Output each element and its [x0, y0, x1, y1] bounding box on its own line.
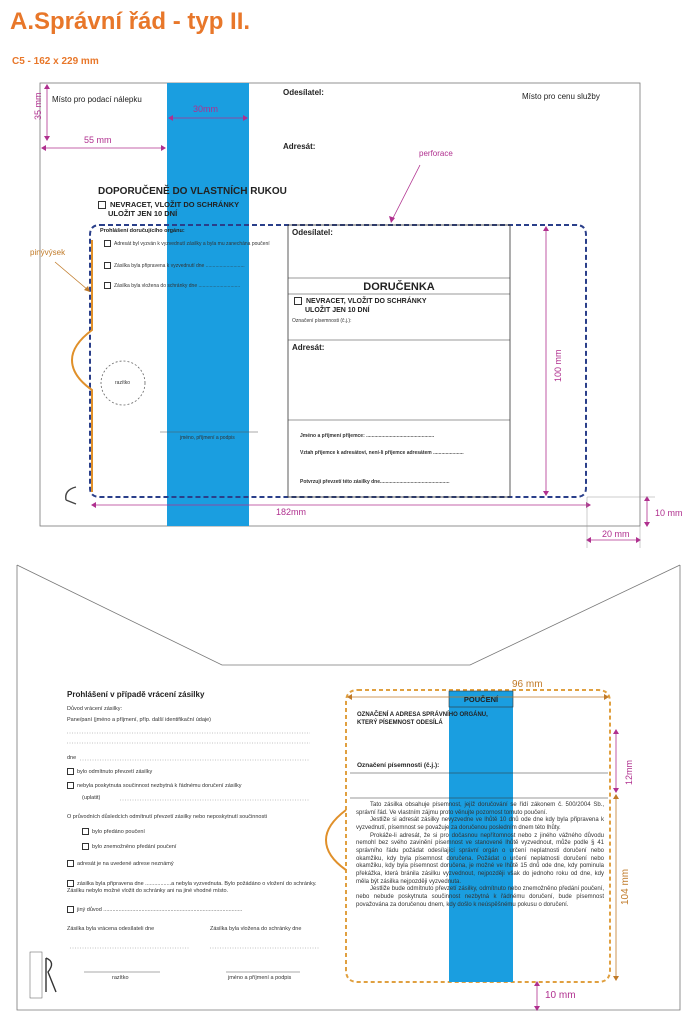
checkbox-addressee-unknown[interactable] [67, 860, 74, 867]
postage-label-area: Místo pro podací nálepku [52, 95, 142, 104]
checkbox-instruction-handed[interactable] [82, 828, 89, 835]
declaration-item-3: Zásilka byla vložena do schránky dne .............................. [104, 282, 276, 290]
ceska-posta-logo [30, 952, 56, 998]
dim-12mm: 12mm [624, 759, 634, 785]
recipient-label: Adresát: [283, 142, 316, 151]
return-option-refused: bylo odmítnuto převzetí zásilky [67, 768, 152, 776]
recipient-name-line: Jméno a příjmení příjemce: ................................................. [300, 433, 435, 439]
price-area-label: Místo pro cenu služby [522, 92, 600, 101]
page-subtitle: C5 - 162 x 229 mm [12, 56, 99, 67]
checkbox-instruction-prevented[interactable] [82, 843, 89, 850]
pouceni-heading: POUČENÍ [463, 695, 499, 704]
signature-label-bottom: jméno a příjmení a podpis [228, 975, 292, 981]
registered-delivery-heading: DOPORUČENĚ DO VLASTNÍCH RUKOU [98, 186, 287, 197]
declaration-item-1: Adresát byl vyzván k vyzvednutí zásilky a byla mu zanechána poučení [104, 240, 276, 248]
dim-100mm: 100 mm [553, 349, 563, 382]
dim-104mm: 104 mm [620, 868, 631, 905]
date-label: dne [67, 755, 77, 761]
checkbox-do-not-return[interactable] [98, 201, 106, 209]
instruction-paragraph-4: Jestliže bude odmítnuto převzetí zásilky, odmítnuto nebo znemožněno předání poučení, nebo nebude poskytnuta součinnost nezbytná k řádnému doručení, bude písemnost považována za doručenou dnem, kdy došlo k neúspěšnému pokusu o doručení. [356, 886, 604, 908]
declaration-item-2: Zásilka byla připravena k vyzvednutí dne ............................ [104, 262, 276, 270]
document-reference-label: Označení písemnosti (č.j.): [357, 762, 440, 769]
dorucenka-recipient-label: Adresát: [292, 343, 325, 352]
dorucenka-doc-reference: Označení písemnosti (č.j.): [292, 318, 352, 324]
authority-address-heading: OZNAČENÍ A ADRESA SPRÁVNÍHO ORGÁNU, KTERÝ PÍSEMNOST ODESÍLÁ [357, 712, 488, 726]
return-reason-label: Důvod vrácení zásilky: [67, 706, 123, 712]
other-reason-option: jiný důvod ........................................................................................... [67, 906, 242, 914]
consequences-label: O průvodních důsledcích odmítnutí převzetí zásilky nebo neposkytnutí součinnosti [67, 814, 267, 820]
page-title: A.Správní řád - typ II. [10, 8, 251, 35]
receipt-confirm-line: Potvrzuji převzetí této zásilky dne.................................................. [300, 479, 450, 485]
dim-10mm-top: 10 mm [655, 508, 683, 518]
instruction-handed-option: bylo předáno poučení [82, 828, 145, 836]
instruction-paragraph-2: Jestliže si adresát zásilky nevyzvedne ve lhůtě 10 dnů ode dne kdy byla připravena k vyzvednutí, písemnost se považuje za doručenou posledním dnem této lhůty. [356, 817, 604, 832]
keep-10-days-text: ULOŽIT JEN 10 DNÍ [108, 209, 178, 218]
punch-notch [72, 240, 92, 492]
punch-label: pinývýsek [30, 248, 66, 257]
top-blue-band [167, 83, 249, 526]
put-in-mailbox-label: Zásilka byla vložena do schránky dne [210, 926, 302, 932]
return-option-note: (uplatit) [82, 795, 101, 801]
returned-to-sender-label: Zásilka byla vrácena odesílateli dne [67, 926, 155, 932]
perforation-label: perforace [419, 149, 453, 158]
not-collected-option: zásilka byla připravena dne .................a nebyla vyzvednuta. Bylo požádáno o vložení do schránky. Zásilku nebylo možné vložit do schránky ani na jiné vhodné místo. [67, 880, 317, 895]
addressee-unknown-option: adresát je na uvedené adrese neznámý [67, 860, 187, 868]
dorucenka-keep-10-days: ULOŽIT JEN 10 DNÍ [305, 307, 370, 314]
checkbox-declaration-1[interactable] [104, 240, 111, 247]
dim-20mm: 20 mm [602, 529, 630, 539]
return-declaration-title: Prohlášení v případě vrácení zásilky [67, 690, 205, 699]
checkbox-declaration-3[interactable] [104, 282, 111, 289]
instruction-paragraph-1: Tato zásilka obsahuje písemnost, jejíž doručování se řídí zákonem č. 500/2004 Sb., správní řád. Ve vlastním zájmu proto věnujte pozornost tomuto poučení. [356, 802, 604, 816]
checkbox-declaration-2[interactable] [104, 262, 111, 269]
recipient-relation-line: Vztah příjemce k adresátovi, není-li příjemce adresátem ...................... [300, 450, 464, 456]
checkbox-not-collected[interactable] [67, 880, 74, 887]
checkbox-refused[interactable] [67, 768, 74, 775]
person-identification-label: Pane/paní (jméno a příjmení, příp. další identifikační údaje) [67, 717, 211, 723]
dim-96mm: 96 mm [512, 679, 543, 690]
dim-10mm-bottom: 10 mm [545, 990, 576, 1001]
checkbox-dorucenka-do-not-return[interactable] [294, 297, 302, 305]
dim-30mm: 30mm [193, 104, 219, 114]
dorucenka-title: DORUČENKA [363, 281, 435, 293]
authority-declaration-title: Prohlášení doručujícího orgánu: [100, 228, 185, 234]
do-not-return-option: NEVRACET, VLOŽIT DO SCHRÁNKY [98, 200, 239, 209]
dorucenka-do-not-return: NEVRACET, VLOŽIT DO SCHRÁNKY [294, 297, 427, 305]
checkbox-other-reason[interactable] [67, 906, 74, 913]
dorucenka-sender-label: Odesílatel: [292, 228, 333, 237]
dim-182mm: 182mm [276, 507, 307, 517]
instruction-prevented-option: bylo znemožněno předání poučení [82, 843, 176, 851]
stamp-label: razítko [115, 380, 131, 386]
sender-label: Odesílatel: [283, 88, 324, 97]
stamp-label-bottom: razítko [112, 975, 129, 981]
envelope-flap [17, 565, 680, 665]
signature-label-top: jméno, příjmení a podpis [180, 435, 235, 441]
return-option-no-cooperation: nebyla poskytnuta součinnost nezbytná k řádnému doručení zásilky [67, 782, 241, 790]
instruction-text [356, 802, 604, 909]
dim-55mm: 55 mm [84, 135, 112, 145]
bottom-envelope-graphics [0, 560, 700, 1027]
dim-35mm: 35 mm [33, 92, 43, 120]
checkbox-no-cooperation[interactable] [67, 782, 74, 789]
instruction-paragraph-3: Prokáže-li adresát, že si pro dočasnou nepřítomnost nebo z jiného vážného důvodu nemohl bez svého zavinění písemnost ve stanovené lhůtě vyzvednout, může podle § 41 správního řádu požádat odesílající správní orgán o určení neplatnosti doručení nebo okamžiku, kdy byla písemnost doručena. Požádat o určení neplatnosti doručení nebo okamžiku, kdy byla písemnost doručena, je možné ve lhůtě 15 dnů ode dne, kdy pominula překážka, která bránila zásilku vyzvednout, nejpozději však do jednoho roku od dne, kdy měla být zásilka nejpozději vyzvednuta. [356, 832, 604, 885]
